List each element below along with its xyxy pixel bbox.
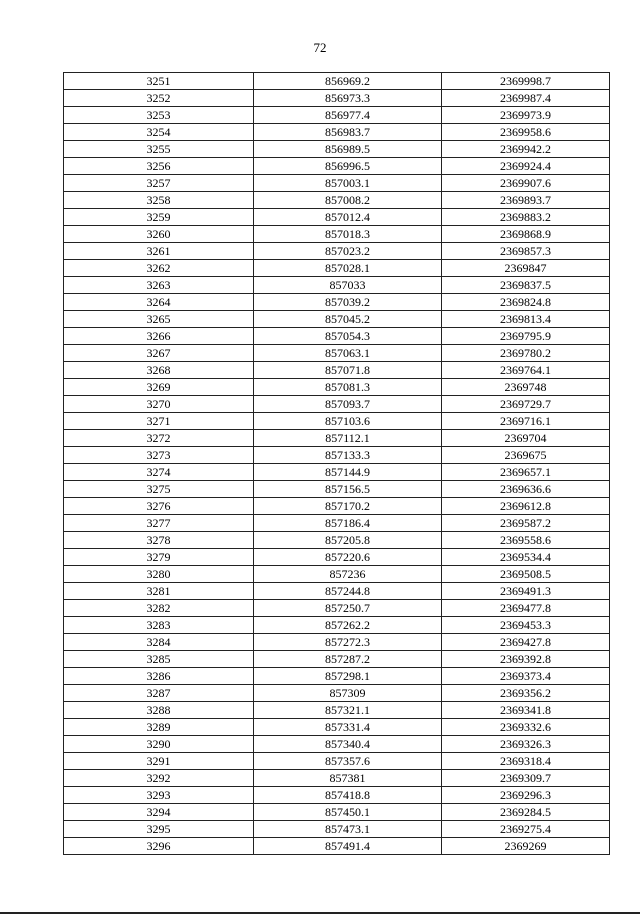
y-coordinate-cell: 2369764.1 <box>442 362 610 379</box>
x-coordinate-cell: 857357.6 <box>254 753 442 770</box>
point-number-cell: 3290 <box>64 736 254 753</box>
point-number-cell: 3278 <box>64 532 254 549</box>
y-coordinate-cell: 2369924.4 <box>442 158 610 175</box>
point-number-cell: 3285 <box>64 651 254 668</box>
table-row <box>64 277 610 294</box>
point-number-cell: 3283 <box>64 617 254 634</box>
table-row <box>64 260 610 277</box>
x-coordinate-cell: 857054.3 <box>254 328 442 345</box>
y-coordinate-cell: 2369392.8 <box>442 651 610 668</box>
table-row <box>64 668 610 685</box>
table-row <box>64 821 610 838</box>
table-row <box>64 736 610 753</box>
x-coordinate-cell: 857112.1 <box>254 430 442 447</box>
table-row <box>64 90 610 107</box>
point-number-cell: 3295 <box>64 821 254 838</box>
x-coordinate-cell: 857063.1 <box>254 345 442 362</box>
point-number-cell: 3282 <box>64 600 254 617</box>
table-row <box>64 396 610 413</box>
point-number-cell: 3289 <box>64 719 254 736</box>
x-coordinate-cell: 857045.2 <box>254 311 442 328</box>
point-number-cell: 3276 <box>64 498 254 515</box>
table-row <box>64 328 610 345</box>
point-number-cell: 3284 <box>64 634 254 651</box>
y-coordinate-cell: 2369716.1 <box>442 413 610 430</box>
point-number-cell: 3279 <box>64 549 254 566</box>
x-coordinate-cell: 857093.7 <box>254 396 442 413</box>
y-coordinate-cell: 2369657.1 <box>442 464 610 481</box>
point-number-cell: 3251 <box>64 73 254 90</box>
x-coordinate-cell: 857144.9 <box>254 464 442 481</box>
table-row <box>64 447 610 464</box>
y-coordinate-cell: 2369837.5 <box>442 277 610 294</box>
table-row <box>64 651 610 668</box>
x-coordinate-cell: 857156.5 <box>254 481 442 498</box>
x-coordinate-cell: 857331.4 <box>254 719 442 736</box>
table-row <box>64 362 610 379</box>
y-coordinate-cell: 2369558.6 <box>442 532 610 549</box>
x-coordinate-cell: 857023.2 <box>254 243 442 260</box>
y-coordinate-cell: 2369704 <box>442 430 610 447</box>
y-coordinate-cell: 2369868.9 <box>442 226 610 243</box>
point-number-cell: 3288 <box>64 702 254 719</box>
point-number-cell: 3271 <box>64 413 254 430</box>
y-coordinate-cell: 2369636.6 <box>442 481 610 498</box>
y-coordinate-cell: 2369847 <box>442 260 610 277</box>
x-coordinate-cell: 857033 <box>254 277 442 294</box>
x-coordinate-cell: 857103.6 <box>254 413 442 430</box>
x-coordinate-cell: 857205.8 <box>254 532 442 549</box>
table-row <box>64 685 610 702</box>
x-coordinate-cell: 857133.3 <box>254 447 442 464</box>
table-row <box>64 719 610 736</box>
y-coordinate-cell: 2369675 <box>442 447 610 464</box>
y-coordinate-cell: 2369326.3 <box>442 736 610 753</box>
y-coordinate-cell: 2369332.6 <box>442 719 610 736</box>
x-coordinate-cell: 857450.1 <box>254 804 442 821</box>
point-number-cell: 3257 <box>64 175 254 192</box>
y-coordinate-cell: 2369883.2 <box>442 209 610 226</box>
table-row <box>64 566 610 583</box>
y-coordinate-cell: 2369824.8 <box>442 294 610 311</box>
point-number-cell: 3296 <box>64 838 254 855</box>
y-coordinate-cell: 2369534.4 <box>442 549 610 566</box>
x-coordinate-cell: 857081.3 <box>254 379 442 396</box>
x-coordinate-cell: 857262.2 <box>254 617 442 634</box>
table-row <box>64 583 610 600</box>
point-number-cell: 3294 <box>64 804 254 821</box>
y-coordinate-cell: 2369477.8 <box>442 600 610 617</box>
point-number-cell: 3258 <box>64 192 254 209</box>
point-number-cell: 3261 <box>64 243 254 260</box>
y-coordinate-cell: 2369857.3 <box>442 243 610 260</box>
y-coordinate-cell: 2369427.8 <box>442 634 610 651</box>
point-number-cell: 3252 <box>64 90 254 107</box>
table-row <box>64 532 610 549</box>
x-coordinate-cell: 857186.4 <box>254 515 442 532</box>
table-row <box>64 107 610 124</box>
x-coordinate-cell: 857008.2 <box>254 192 442 209</box>
table-row <box>64 498 610 515</box>
y-coordinate-cell: 2369729.7 <box>442 396 610 413</box>
table-row <box>64 243 610 260</box>
y-coordinate-cell: 2369508.5 <box>442 566 610 583</box>
point-number-cell: 3256 <box>64 158 254 175</box>
table-row <box>64 515 610 532</box>
x-coordinate-cell: 857287.2 <box>254 651 442 668</box>
x-coordinate-cell: 857473.1 <box>254 821 442 838</box>
x-coordinate-cell: 857244.8 <box>254 583 442 600</box>
y-coordinate-cell: 2369907.6 <box>442 175 610 192</box>
y-coordinate-cell: 2369309.7 <box>442 770 610 787</box>
table-row <box>64 770 610 787</box>
point-number-cell: 3293 <box>64 787 254 804</box>
x-coordinate-cell: 856983.7 <box>254 124 442 141</box>
x-coordinate-cell: 857028.1 <box>254 260 442 277</box>
x-coordinate-cell: 857039.2 <box>254 294 442 311</box>
table-row <box>64 413 610 430</box>
page-bottom-rule <box>0 912 640 914</box>
table-row <box>64 617 610 634</box>
point-number-cell: 3292 <box>64 770 254 787</box>
y-coordinate-cell: 2369356.2 <box>442 685 610 702</box>
y-coordinate-cell: 2369587.2 <box>442 515 610 532</box>
point-number-cell: 3277 <box>64 515 254 532</box>
table-row <box>64 804 610 821</box>
point-number-cell: 3268 <box>64 362 254 379</box>
table-row <box>64 430 610 447</box>
y-coordinate-cell: 2369987.4 <box>442 90 610 107</box>
table-row <box>64 838 610 855</box>
x-coordinate-cell: 856989.5 <box>254 141 442 158</box>
coordinates-table-body <box>64 73 610 855</box>
point-number-cell: 3273 <box>64 447 254 464</box>
table-row <box>64 192 610 209</box>
x-coordinate-cell: 857236 <box>254 566 442 583</box>
y-coordinate-cell: 2369942.2 <box>442 141 610 158</box>
point-number-cell: 3265 <box>64 311 254 328</box>
x-coordinate-cell: 856977.4 <box>254 107 442 124</box>
x-coordinate-cell: 857018.3 <box>254 226 442 243</box>
table-row <box>64 141 610 158</box>
table-row <box>64 549 610 566</box>
x-coordinate-cell: 857272.3 <box>254 634 442 651</box>
table-row <box>64 175 610 192</box>
y-coordinate-cell: 2369296.3 <box>442 787 610 804</box>
point-number-cell: 3269 <box>64 379 254 396</box>
table-row <box>64 787 610 804</box>
x-coordinate-cell: 857298.1 <box>254 668 442 685</box>
x-coordinate-cell: 857071.8 <box>254 362 442 379</box>
table-row <box>64 379 610 396</box>
x-coordinate-cell: 857250.7 <box>254 600 442 617</box>
table-row <box>64 294 610 311</box>
y-coordinate-cell: 2369373.4 <box>442 668 610 685</box>
y-coordinate-cell: 2369612.8 <box>442 498 610 515</box>
y-coordinate-cell: 2369958.6 <box>442 124 610 141</box>
table-row <box>64 634 610 651</box>
x-coordinate-cell: 857321.1 <box>254 702 442 719</box>
point-number-cell: 3253 <box>64 107 254 124</box>
x-coordinate-cell: 857003.1 <box>254 175 442 192</box>
y-coordinate-cell: 2369341.8 <box>442 702 610 719</box>
y-coordinate-cell: 2369318.4 <box>442 753 610 770</box>
point-number-cell: 3264 <box>64 294 254 311</box>
y-coordinate-cell: 2369491.3 <box>442 583 610 600</box>
point-number-cell: 3254 <box>64 124 254 141</box>
point-number-cell: 3281 <box>64 583 254 600</box>
table-row <box>64 481 610 498</box>
x-coordinate-cell: 857220.6 <box>254 549 442 566</box>
y-coordinate-cell: 2369813.4 <box>442 311 610 328</box>
x-coordinate-cell: 857012.4 <box>254 209 442 226</box>
y-coordinate-cell: 2369453.3 <box>442 617 610 634</box>
y-coordinate-cell: 2369275.4 <box>442 821 610 838</box>
y-coordinate-cell: 2369269 <box>442 838 610 855</box>
y-coordinate-cell: 2369973.9 <box>442 107 610 124</box>
y-coordinate-cell: 2369893.7 <box>442 192 610 209</box>
point-number-cell: 3286 <box>64 668 254 685</box>
y-coordinate-cell: 2369284.5 <box>442 804 610 821</box>
table-row <box>64 158 610 175</box>
x-coordinate-cell: 857418.8 <box>254 787 442 804</box>
x-coordinate-cell: 856996.5 <box>254 158 442 175</box>
x-coordinate-cell: 857309 <box>254 685 442 702</box>
point-number-cell: 3266 <box>64 328 254 345</box>
table-row <box>64 311 610 328</box>
x-coordinate-cell: 857491.4 <box>254 838 442 855</box>
x-coordinate-cell: 857170.2 <box>254 498 442 515</box>
point-number-cell: 3255 <box>64 141 254 158</box>
x-coordinate-cell: 856969.2 <box>254 73 442 90</box>
coordinates-table <box>63 72 610 855</box>
point-number-cell: 3287 <box>64 685 254 702</box>
table-row <box>64 345 610 362</box>
point-number-cell: 3267 <box>64 345 254 362</box>
y-coordinate-cell: 2369748 <box>442 379 610 396</box>
page-number: 72 <box>313 40 327 55</box>
y-coordinate-cell: 2369998.7 <box>442 73 610 90</box>
y-coordinate-cell: 2369780.2 <box>442 345 610 362</box>
point-number-cell: 3274 <box>64 464 254 481</box>
point-number-cell: 3272 <box>64 430 254 447</box>
table-row <box>64 464 610 481</box>
point-number-cell: 3262 <box>64 260 254 277</box>
x-coordinate-cell: 857381 <box>254 770 442 787</box>
table-row <box>64 124 610 141</box>
point-number-cell: 3280 <box>64 566 254 583</box>
x-coordinate-cell: 856973.3 <box>254 90 442 107</box>
point-number-cell: 3259 <box>64 209 254 226</box>
table-row <box>64 753 610 770</box>
table-row <box>64 209 610 226</box>
y-coordinate-cell: 2369795.9 <box>442 328 610 345</box>
table-row <box>64 73 610 90</box>
table-row <box>64 600 610 617</box>
point-number-cell: 3275 <box>64 481 254 498</box>
point-number-cell: 3291 <box>64 753 254 770</box>
x-coordinate-cell: 857340.4 <box>254 736 442 753</box>
point-number-cell: 3260 <box>64 226 254 243</box>
point-number-cell: 3270 <box>64 396 254 413</box>
point-number-cell: 3263 <box>64 277 254 294</box>
table-row <box>64 702 610 719</box>
table-row <box>64 226 610 243</box>
